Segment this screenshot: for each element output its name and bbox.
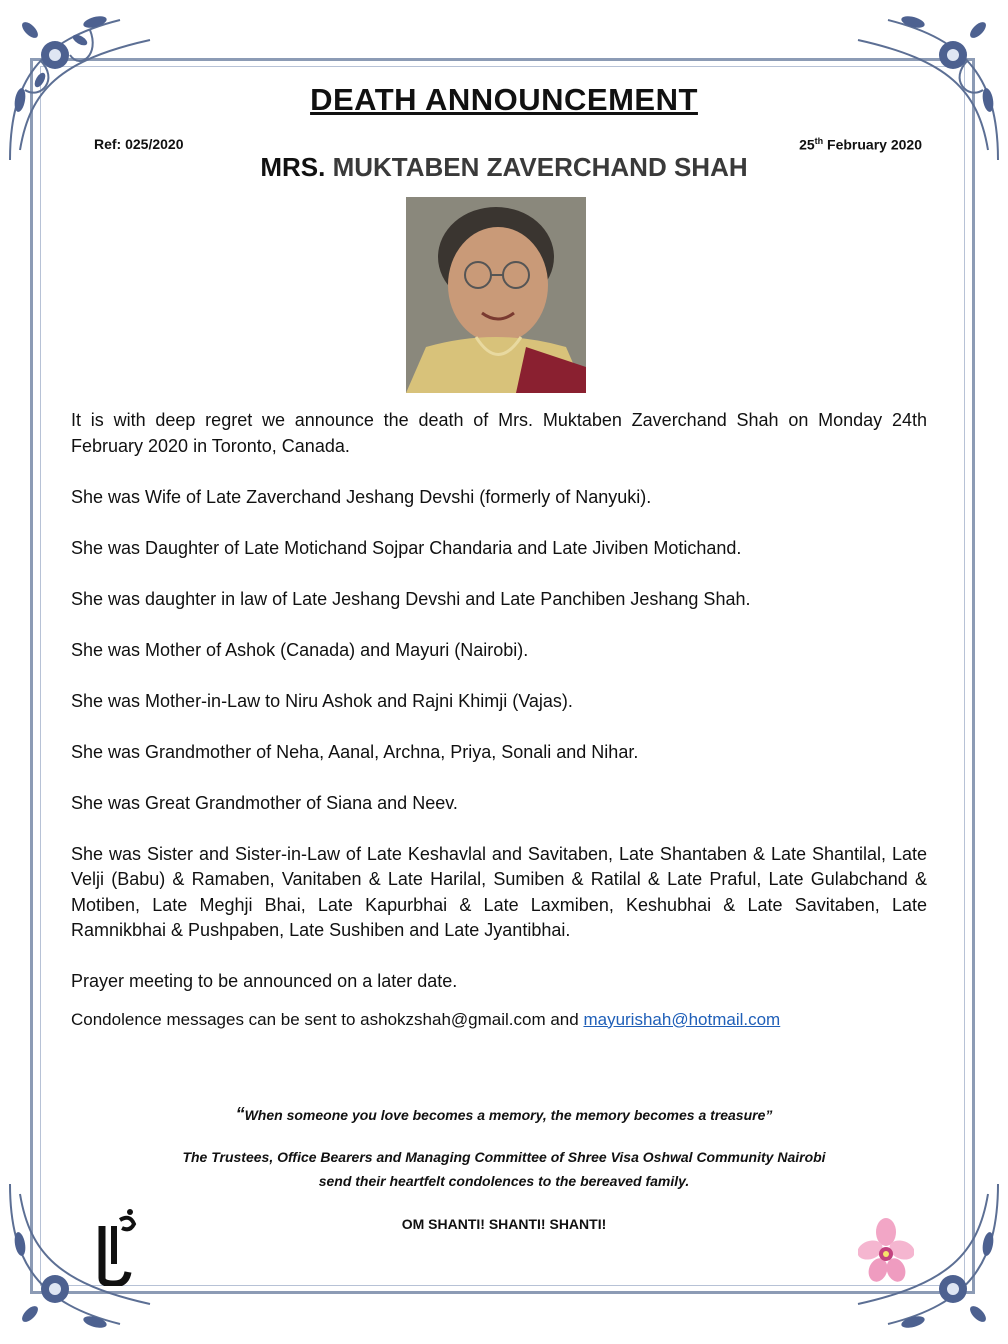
paragraph: She was Mother-in-Law to Niru Ashok and Rajni Khimji (Vajas). (71, 690, 573, 711)
paragraph: It is with deep regret we announce the death of Mrs. Muktaben Zaverchand Shah on Monday 24th February 2020 in Toronto, Canada. (71, 410, 927, 456)
paragraph: She was Wife of Late Zaverchand Jeshang Devshi (formerly of Nanyuki). (71, 486, 652, 507)
paragraph: She was daughter in law of Late Jeshang Devshi and Late Panchiben Jeshang Shah. (71, 588, 751, 609)
portrait-photo-icon (406, 197, 586, 393)
name-full: MUKTABEN ZAVERCHAND SHAH (332, 152, 748, 182)
condolence-line (71, 1007, 927, 1033)
portrait-photo (406, 197, 586, 393)
paragraph: She was Daughter of Late Motichand Sojpar Chandaria and Late Jiviben Motichand. (71, 537, 742, 558)
reference-number: Ref: 025/2020 (94, 136, 184, 152)
paragraph: Prayer meeting to be announced on a later date. (71, 971, 458, 991)
paragraph: She was Sister and Sister-in-Law of Late Keshavlal and Savitaben, Late Shantaben & Late Shantilal, Late Velji (Babu) & Ramaben, Vanitaben & Late Harilal, Sumiben & Ratilal & Late Praful, Late Gulabchand & Motiben, Late Meghji Bhai, Late Kapurbhai & Late Laxmiben, Keshubhai & Late Savitaben, Late Ramnikbhai & Pushpaben, Late Sushiben and Late Jyantibhai. (71, 843, 927, 940)
announcement-body (71, 408, 927, 1032)
name-prefix: MRS. (260, 152, 326, 182)
trustees-message (0, 1145, 1008, 1193)
deceased-name (0, 152, 1008, 183)
paragraph: She was Mother of Ashok (Canada) and Mayuri (Nairobi). (71, 639, 529, 660)
trustees-line: The Trustees, Office Bearers and Managing Committee of Shree Visa Oshwal Community Nairobi (182, 1149, 826, 1165)
om-shanti: OM SHANTI! SHANTI! SHANTI! (401, 1216, 607, 1232)
email-link[interactable]: mayurishah@hotmail.com (583, 1009, 781, 1029)
page-title: DEATH ANNOUNCEMENT (310, 82, 698, 117)
orchid-flower-icon (858, 1218, 914, 1284)
announcement-date: 25th February 2020 (799, 136, 922, 153)
paragraph: She was Great Grandmother of Siana and Neev. (71, 792, 458, 813)
floral-corner-ornament-icon (0, 1174, 170, 1344)
trustees-line: send their heartfelt condolences to the bereaved family. (318, 1173, 690, 1189)
memorial-quote: “When someone you love becomes a memory, the memory becomes a treasure” (235, 1104, 773, 1124)
condolence-text: Condolence messages can be sent to ashokzshah@gmail.com and (71, 1009, 584, 1029)
paragraph: She was Grandmother of Neha, Aanal, Archna, Priya, Sonali and Nihar. (71, 741, 639, 762)
jain-symbol-logo-icon (92, 1206, 140, 1286)
